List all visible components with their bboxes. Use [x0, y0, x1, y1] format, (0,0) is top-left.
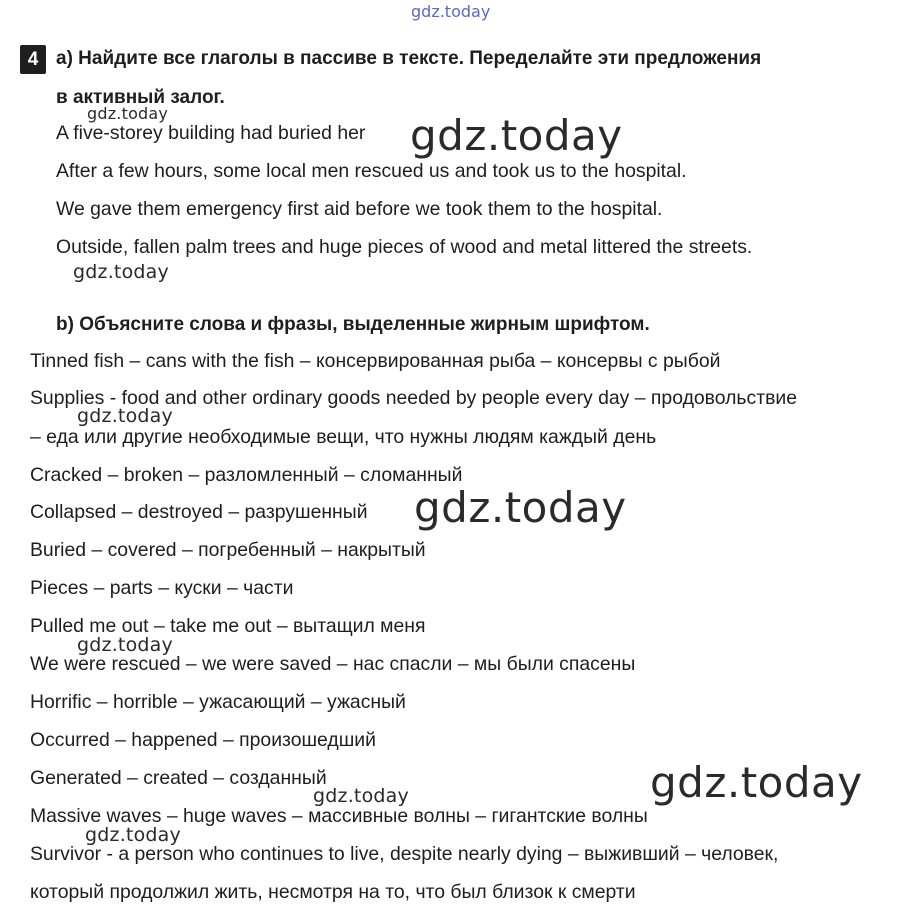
exercise-number-badge: 4 — [20, 45, 46, 74]
watermark-top: gdz.today — [411, 2, 491, 21]
watermark: gdz.today — [73, 261, 169, 283]
part-b-line-1: Tinned fish – cans with the fish – консервированная рыба – консервы с рыбой — [30, 350, 721, 372]
watermark-large: gdz.today — [650, 758, 863, 807]
part-b-line-12: Generated – created – созданный — [30, 767, 327, 789]
watermark: gdz.today — [313, 785, 409, 807]
part-b-instruction: b) Объясните слова и фразы, выделенные жирным шрифтом. — [56, 314, 650, 335]
watermark: gdz.today — [87, 104, 169, 123]
part-b-line-14: Survivor - a person who continues to live, despite nearly dying – выживший – человек, — [30, 843, 779, 865]
part-a-sentence-4: Outside, fallen palm trees and huge pieces of wood and metal littered the streets. — [56, 236, 753, 258]
watermark-large: gdz.today — [414, 483, 627, 532]
part-b-line-3: – еда или другие необходимые вещи, что нужны людям каждый день — [30, 426, 657, 448]
part-b-line-6: Buried – covered – погребенный – накрытый — [30, 539, 426, 561]
watermark: gdz.today — [85, 824, 181, 846]
part-b-line-9: We were rescued – we were saved – нас спасли – мы были спасены — [30, 653, 636, 675]
watermark: gdz.today — [77, 405, 173, 427]
part-b-line-8: Pulled me out – take me out – вытащил меня — [30, 615, 426, 637]
part-b-line-5: Collapsed – destroyed – разрушенный — [30, 501, 368, 523]
part-b-line-7: Pieces – parts – куски – части — [30, 577, 294, 599]
watermark: gdz.today — [77, 634, 173, 656]
part-b-line-11: Occurred – happened – произошедший — [30, 729, 376, 751]
watermark-large: gdz.today — [410, 111, 623, 160]
part-a-instruction-line1: a) Найдите все глаголы в пассиве в тексте. Переделайте эти предложения — [56, 48, 762, 69]
part-b-line-13: Massive waves – huge waves – массивные волны – гигантские волны — [30, 805, 648, 827]
part-a-instruction-line2: в активный залог. — [56, 87, 225, 108]
part-b-line-10: Horrific – horrible – ужасающий – ужасный — [30, 691, 406, 713]
part-a-sentence-1: A five-storey building had buried her — [56, 122, 366, 144]
part-b-line-15: который продолжил жить, несмотря на то, что был близок к смерти — [30, 881, 636, 903]
part-b-line-4: Cracked – broken – разломленный – сломанный — [30, 464, 463, 486]
part-b-line-2: Supplies - food and other ordinary goods needed by people every day – продовольствие — [30, 387, 798, 409]
part-a-sentence-3: We gave them emergency first aid before we took them to the hospital. — [56, 198, 663, 220]
part-a-sentence-2: After a few hours, some local men rescued us and took us to the hospital. — [56, 160, 687, 182]
